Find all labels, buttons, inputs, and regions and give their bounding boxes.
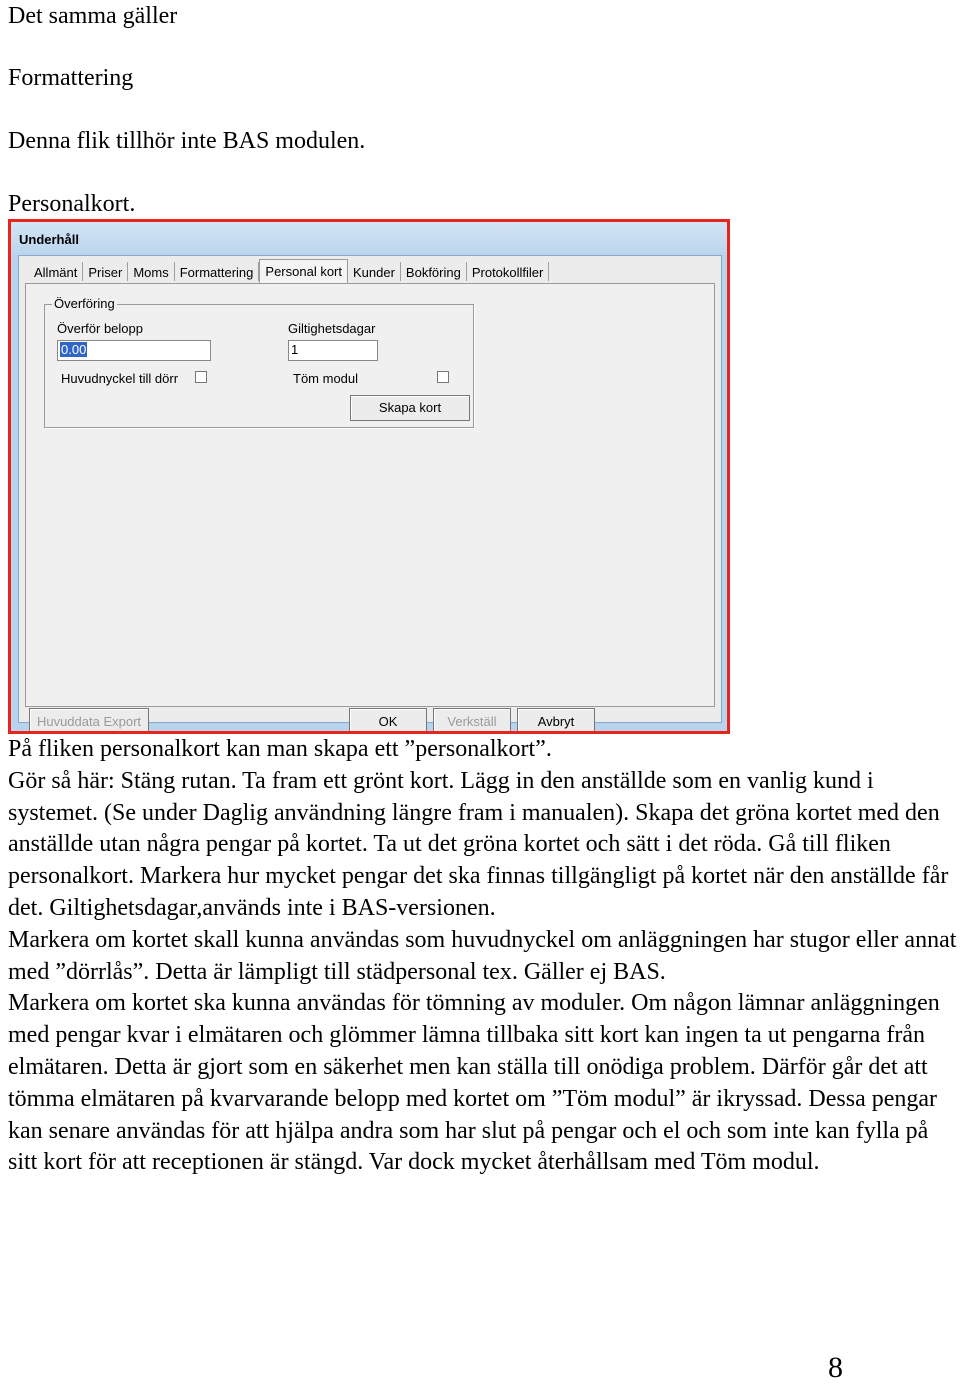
heading-staff-card: Personalkort. — [8, 191, 136, 217]
title-bar — [11, 222, 727, 258]
heading-formatting: Formattering — [8, 65, 134, 91]
transfer-group-title: Överföring — [54, 296, 115, 311]
tab-vat[interactable]: Moms — [128, 262, 174, 281]
note-not-bas: Denna flik tillhör inte BAS modulen. — [8, 128, 366, 154]
tab-strip — [29, 262, 549, 284]
tab-prices[interactable]: Priser — [83, 262, 128, 281]
transfer-group — [44, 296, 474, 428]
paragraph-master-key: Markera om kortet skall kunna användas som huvudnyckel om anläggningen har stugor eller annat med ”dörrlås”. Detta är lämpligt till städpersonal tex. Gäller ej BAS. — [8, 926, 957, 985]
export-master-data-button[interactable]: Huvuddata Export — [29, 708, 149, 734]
tab-protocol-files[interactable]: Protokollfiler — [467, 262, 550, 281]
staff-card-panel — [25, 283, 715, 707]
validity-days-value: 1 — [291, 342, 299, 357]
validity-days-input[interactable] — [288, 340, 378, 361]
tab-staff-card[interactable]: Personal kort — [259, 259, 348, 283]
dialog-title: Underhåll — [19, 232, 79, 247]
empty-module-label: Töm modul — [293, 371, 359, 386]
amount-value: 0.00 — [61, 342, 87, 357]
apply-button[interactable]: Verkställ — [433, 708, 511, 734]
tab-bookkeeping[interactable]: Bokföring — [401, 262, 467, 281]
maintenance-dialog — [8, 219, 730, 734]
page-number: 8 — [828, 1351, 843, 1384]
validity-days-label: Giltighetsdagar — [288, 321, 376, 336]
ok-button[interactable]: OK — [349, 708, 427, 734]
body-text — [8, 734, 960, 1179]
amount-input[interactable] — [57, 340, 211, 361]
paragraph-intro: På fliken personalkort kan man skapa ett ”personalkort”. — [8, 736, 552, 762]
master-key-checkbox[interactable] — [195, 371, 207, 383]
master-key-label: Huvudnyckel till dörr — [61, 371, 179, 386]
heading-same-applies: Det samma gäller — [8, 3, 178, 29]
dialog-client-area — [18, 255, 722, 729]
empty-module-checkbox[interactable] — [437, 371, 449, 383]
tab-customers[interactable]: Kunder — [348, 262, 401, 281]
cancel-button[interactable]: Avbryt — [517, 708, 595, 734]
create-card-button[interactable]: Skapa kort — [350, 395, 470, 421]
paragraph-empty-module: Markera om kortet ska kunna användas för tömning av moduler. Om någon lämnar anläggningen med pengar kvar i elmätaren och glömmer lämna tillbaka sitt kort kan ingen ta ut pengarna från elmätaren. Detta är gjort som en säkerhet men kan ställa till onödiga problem. Därför går det att tömma elmätaren på kvarvarande belopp med kortet om ”Töm modul” är ikryssad. Dessa pengar kan senare användas för att hjälpa andra som har slut på pengar och el och som inte kan fylla på sitt kort för att receptionen är stängd. Var dock mycket återhållsam med Töm modul. — [8, 990, 940, 1176]
tab-formatting[interactable]: Formattering — [175, 262, 260, 281]
paragraph-instructions: Gör så här: Stäng rutan. Ta fram ett grönt kort. Lägg in den anställde som en vanlig kund i systemet. (Se under Daglig användning längre fram i manualen). Skapa det gröna kortet med den anställde utan några pengar på kortet. Ta ut det gröna kortet och sätt i det röda. Gå till fliken personalkort. Markera hur mycket pengar det ska finnas tillgängligt på kortet när den anställde får det. Giltighetsdagar,används inte i BAS-versionen. — [8, 767, 949, 921]
tab-general[interactable]: Allmänt — [29, 262, 83, 281]
amount-label: Överför belopp — [57, 321, 143, 336]
